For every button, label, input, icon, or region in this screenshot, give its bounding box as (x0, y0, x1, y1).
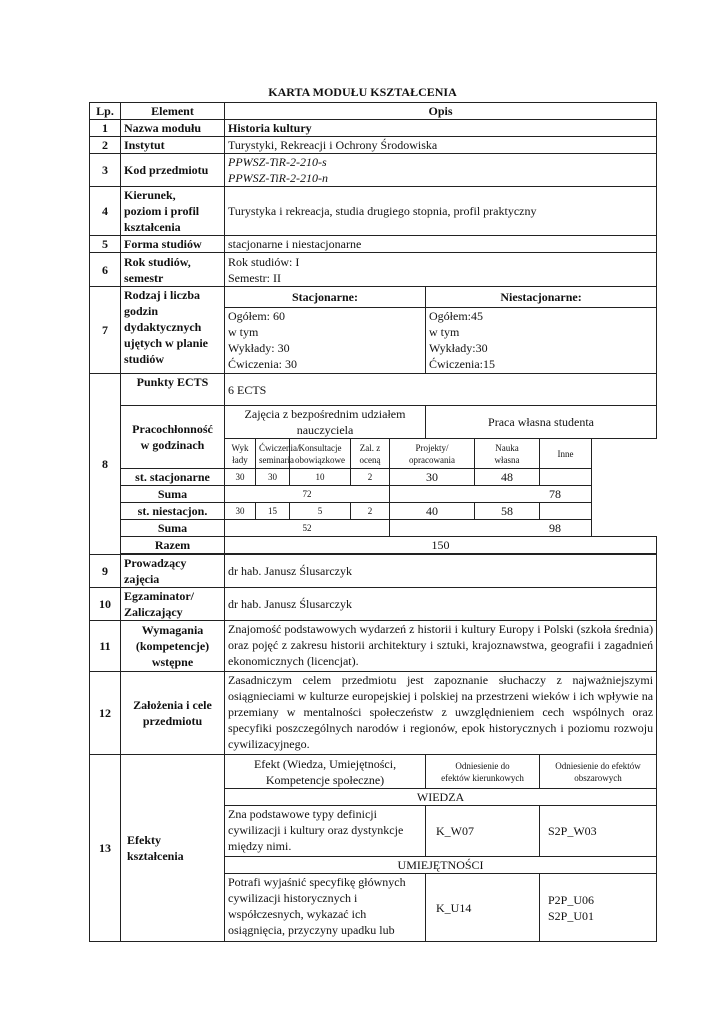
heading-line: Kompetencje społeczne) (265, 772, 385, 787)
row-number: 2 (90, 137, 121, 154)
module-name: Historia kultury (225, 120, 657, 137)
institute-value: Turystyki, Rekreacji i Ochrony Środowiska (225, 137, 657, 154)
hours-cell: 30 (256, 469, 290, 486)
sum-own: 98 (390, 520, 592, 537)
row-number: 8 (90, 374, 121, 555)
study-form: stacjonarne i niestacjonarne (225, 236, 657, 253)
skills-program-ref: K_U14 (426, 874, 540, 942)
label-line: Założenia i cele (133, 698, 212, 712)
skills-heading: UMIEJĘTNOŚCI (225, 857, 657, 874)
row-number: 1 (90, 120, 121, 137)
col-projects: Projekty/ opracowania (390, 439, 475, 469)
course-goals: Zasadniczym celem przedmiotu jest zapoznanie słuchaczy z najważniejszymi osiągnieciami w kulturze europejskiej i polskiej na przestrzeni wieków i ich wpływie na przemiany w mentalności społeczeństw z uwzględnieniem cech wspólnych oraz specyfiki poszczególnych narodów i regionów, epok historycznych i poziomu rozwoju cywilizacyjnego. (225, 672, 657, 755)
effects-heading (225, 755, 426, 789)
label-line: Rok studiów, (124, 254, 191, 269)
sum-label: Suma (121, 486, 225, 503)
col-lectures: Wyk łady (225, 439, 256, 469)
contact-hours-heading (225, 406, 426, 439)
prerequisites: Znajomość podstawowych wydarzeń z historii i kultury Europy i Polski (szkoła średnia) oraz pojęć z zakresu historii architektury i sztuki, krajoznawstwa, geografii i zagadnień ekonomicznych (licencjat). (225, 621, 657, 672)
hours-line: Ćwiczenia:15 (429, 357, 495, 371)
hours-cell: 15 (256, 503, 290, 520)
col-graded-credit: Zal. z oceną (351, 439, 390, 469)
label-line: poziom i profil (124, 204, 200, 218)
label-line: Rodzaj i liczba (124, 288, 200, 302)
label-line: Kierunek, (124, 188, 176, 202)
row-label (121, 187, 225, 236)
hours-line: w tym (228, 325, 259, 339)
full-time-heading: Stacjonarne: (225, 287, 426, 308)
row-label (121, 555, 225, 588)
hours-cell: 5 (290, 503, 351, 520)
row-label (121, 287, 225, 374)
year-value: Rok studiów: I (228, 254, 300, 269)
row-label: Instytut (121, 137, 225, 154)
hours-cell: 40 (390, 503, 475, 520)
hours-line: Wykłady:30 (429, 341, 488, 355)
own-work-heading: Praca własna studenta (426, 406, 657, 439)
label-line: (kompetencje) (135, 639, 210, 653)
heading-line: Zajęcia z bezpośrednim udziałem (244, 407, 406, 421)
course-code (225, 154, 657, 187)
label-line: wstępne (151, 655, 194, 669)
field-of-study: Turystyka i rekreacja, studia drugiego stopnia, profil praktyczny (225, 187, 657, 236)
header-opis: Opis (225, 103, 657, 120)
hours-line: Ogółem:45 (429, 309, 483, 323)
total-label: Razem (121, 537, 225, 554)
row-label (121, 755, 225, 942)
label-line: dydaktycznych (124, 320, 202, 334)
hours-cell: 2 (351, 503, 390, 520)
area-ref-line: P2P_U06 (548, 892, 595, 907)
row-label (121, 588, 225, 621)
year-semester (225, 253, 657, 287)
module-card-table (89, 102, 657, 942)
ects-label: Punkty ECTS (121, 374, 225, 406)
row-label (121, 621, 225, 672)
label-line: Prowadzący (124, 556, 187, 570)
hours-line: Wykłady: 30 (228, 341, 290, 355)
hours-cell: 10 (290, 469, 351, 486)
label-line: zajęcia (124, 572, 160, 586)
course-code-n: PPWSZ-TiR-2-210-n (228, 171, 328, 185)
label-line: godzin (124, 304, 159, 318)
label-line: kształcenia (127, 849, 184, 863)
heading-line: nauczyciela (296, 423, 354, 437)
header-lp: Lp. (90, 103, 121, 120)
hours-line: w tym (429, 325, 460, 339)
col-other: Inne (540, 439, 592, 469)
col-exercises: Ćwiczenia/ seminaria (256, 439, 290, 469)
sum-contact: 72 (225, 486, 390, 503)
part-time-label: st. niestacjon. (121, 503, 225, 520)
row-number: 3 (90, 154, 121, 187)
row-number: 4 (90, 187, 121, 236)
semester-value: Semestr: II (228, 270, 281, 285)
label-line: w godzinach (140, 438, 205, 452)
lecturer: dr hab. Janusz Ślusarczyk (225, 555, 657, 588)
col-consultations: Konsultacje obowiązkowe (290, 439, 351, 469)
skills-area-ref (540, 874, 657, 942)
sum-contact: 52 (225, 520, 390, 537)
total-value: 150 (225, 537, 657, 554)
hours-cell (540, 469, 592, 486)
label-line: Zaliczający (124, 605, 183, 619)
label-line: studiów (124, 352, 165, 366)
part-time-hours (426, 308, 657, 374)
heading-line: efektów kierunkowych (441, 772, 524, 783)
label-line: Egzaminator/ (124, 589, 194, 603)
heading-line: obszarowych (574, 772, 622, 783)
hours-cell (540, 503, 592, 520)
workload-label (121, 406, 225, 469)
label-line: kształcenia (124, 220, 181, 234)
area-outcomes-heading (540, 755, 657, 789)
row-label: Nazwa modułu (121, 120, 225, 137)
hours-line: Ogółem: 60 (228, 309, 285, 323)
row-number: 12 (90, 672, 121, 755)
examiner: dr hab. Janusz Ślusarczyk (225, 588, 657, 621)
label-line: Wymagania (141, 623, 204, 637)
heading-line: Efekt (Wiedza, Umiejętności, (253, 756, 397, 771)
knowledge-program-ref: K_W07 (426, 806, 540, 857)
heading-line: Odniesienie do efektów (555, 760, 641, 771)
sum-own: 78 (390, 486, 592, 503)
sum-label: Suma (121, 520, 225, 537)
row-number: 6 (90, 253, 121, 287)
course-code-s: PPWSZ-TiR-2-210-s (228, 155, 327, 169)
hours-line: Ćwiczenia: 30 (228, 357, 297, 371)
heading-line: Odniesienie do (455, 760, 510, 771)
program-outcomes-heading (426, 755, 540, 789)
skills-effect: Potrafi wyjaśnić specyfikę głównych cywilizacji historycznych i współczesnych, wykazać ich osiągnięcia, przyczyny upadku lub (225, 874, 426, 942)
row-label: Forma studiów (121, 236, 225, 253)
row-label (121, 672, 225, 755)
row-label (121, 253, 225, 287)
label-line: przedmiotu (142, 714, 203, 728)
hours-cell: 30 (225, 469, 256, 486)
knowledge-area-ref: S2P_W03 (540, 806, 657, 857)
col-self-study: Nauka własna (475, 439, 540, 469)
ects-value: 6 ECTS (225, 374, 657, 406)
label-line: Efekty (127, 833, 161, 847)
row-number: 10 (90, 588, 121, 621)
full-time-hours (225, 308, 426, 374)
row-number: 5 (90, 236, 121, 253)
area-ref-line: S2P_U01 (548, 908, 595, 923)
row-number: 9 (90, 555, 121, 588)
label-line: ujętych w planie (124, 336, 208, 350)
page-title: KARTA MODUŁU KSZTAŁCENIA (268, 85, 457, 99)
hours-cell: 48 (475, 469, 540, 486)
row-number: 13 (90, 755, 121, 942)
part-time-heading: Niestacjonarne: (426, 287, 657, 308)
row-number: 7 (90, 287, 121, 374)
knowledge-effect: Zna podstawowe typy definicji cywilizacji i kultury oraz dystynkcje między nimi. (225, 806, 426, 857)
hours-cell: 2 (351, 469, 390, 486)
row-label: Kod przedmiotu (121, 154, 225, 187)
label-line: Pracochłonność (132, 422, 213, 436)
label-line: semestr (124, 270, 164, 285)
hours-cell: 30 (390, 469, 475, 486)
hours-cell: 30 (225, 503, 256, 520)
header-element: Element (121, 103, 225, 120)
full-time-label: st. stacjonarne (121, 469, 225, 486)
hours-cell: 58 (475, 503, 540, 520)
row-number: 11 (90, 621, 121, 672)
knowledge-heading: WIEDZA (225, 789, 657, 806)
